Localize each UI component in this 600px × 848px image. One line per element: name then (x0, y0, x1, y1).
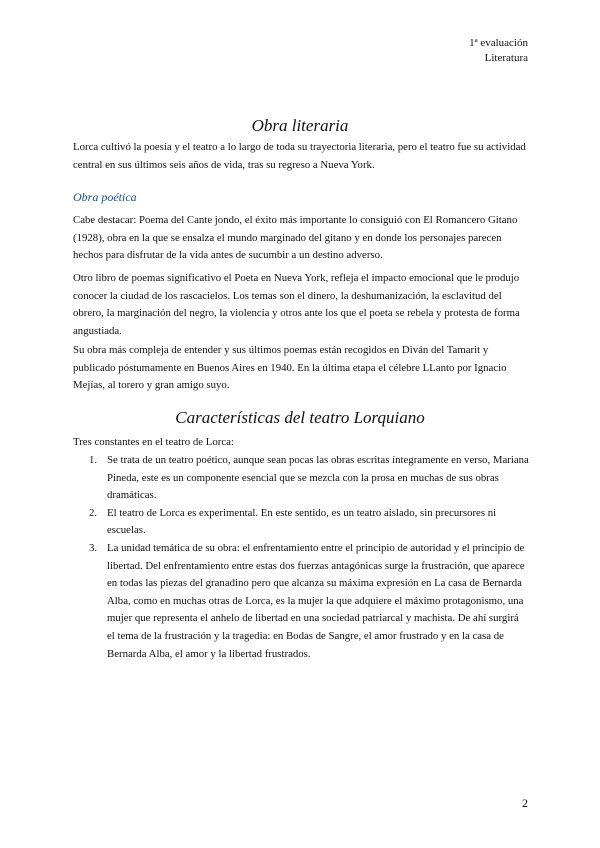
constants-list (89, 452, 529, 663)
intro-paragraph: Lorca cultivó la poesía y el teatro a lo largo de toda su trayectoria literaria, pero el teatro fue su actividad central en sus últimos seis años de vida, tras su regreso a Nueva York. (73, 141, 526, 171)
list-item-number: 3. (89, 541, 98, 554)
paragraph-romancero: Cabe destacar: Poema del Cante jondo, el éxito más importante lo consiguió con El Romancero Gitano (1928), obra en la que se ensalza el mundo marginado del gitano y en donde los personajes parecen hechos para disfrutar de la vida antes de sucumbir a un destino adverso. (73, 214, 518, 262)
paragraph-poeta-nueva-york: Otro libro de poemas significativo el Poeta en Nueva York, refleja el impacto emocional que le produjo conocer la ciudad de los rascacielos. Los temas son el dinero, la deshumanización, la esclavitud del obrero, la marginación del negro, la violencia y otros ante los que el poeta se rebela y protesta de forma angustiada. (73, 272, 520, 337)
page-number: 2 (522, 796, 528, 810)
list-item-text: El teatro de Lorca es experimental. En este sentido, es un teatro aislado, sin precursores ni escuelas. (107, 506, 497, 537)
header-subject: Literatura (484, 52, 528, 64)
paragraph-divan-tamarit: Su obra más compleja de entender y sus últimos poemas están recogidos en Diván del Tamarit y publicado póstumamente en Buenos Aires en 1940. En la última etapa el célebre LLanto por Ignacio Mejías, al torero y gran amigo suyo. (73, 344, 507, 392)
header-evaluation: 1ª evaluación (469, 37, 528, 49)
list-item-text: Se trata de un teatro poético, aunque sean pocas las obras escritas íntegramente en verso, Mariana Pineda, este es un componente esencial que se mezcla con la prosa en muchas de sus obras dramáticas. (107, 454, 529, 502)
list-item (89, 452, 529, 505)
list-item-number: 1. (89, 454, 98, 466)
subheading-obra-poetica: Obra poética (73, 190, 137, 204)
list-item-text: La unidad temática de su obra: el enfrentamiento entre el principio de autoridad y el principio de libertad. Del enfrentamiento entre estas dos fuerzas antagónicas surge la frustración, que aparece en todas las piezas del granadino pero que alcanza su máxima expresión en La casa de Bernarda Alba, como en muchas otras de Lorca, es la mujer la que adquiere el máximo protagonismo, una mujer que representa el anhelo de libertad en una sociedad patriarcal y machista. De ahí surgirá el tema de la frustración y la tragedia: en Bodas de Sangre, el amor frustrado y en la casa de Bernarda Alba, el amor y la libertad frustrados. (107, 541, 525, 660)
list-lead: Tres constantes en el teatro de Lorca: (73, 436, 234, 448)
list-item (89, 540, 529, 663)
list-item-number: 2. (89, 506, 98, 519)
page-header (469, 36, 528, 66)
section-title-obra-literaria: Obra literaria (251, 116, 349, 135)
list-item (89, 505, 529, 540)
section-title-teatro-lorquiano: Características del teatro Lorquiano (175, 408, 425, 427)
